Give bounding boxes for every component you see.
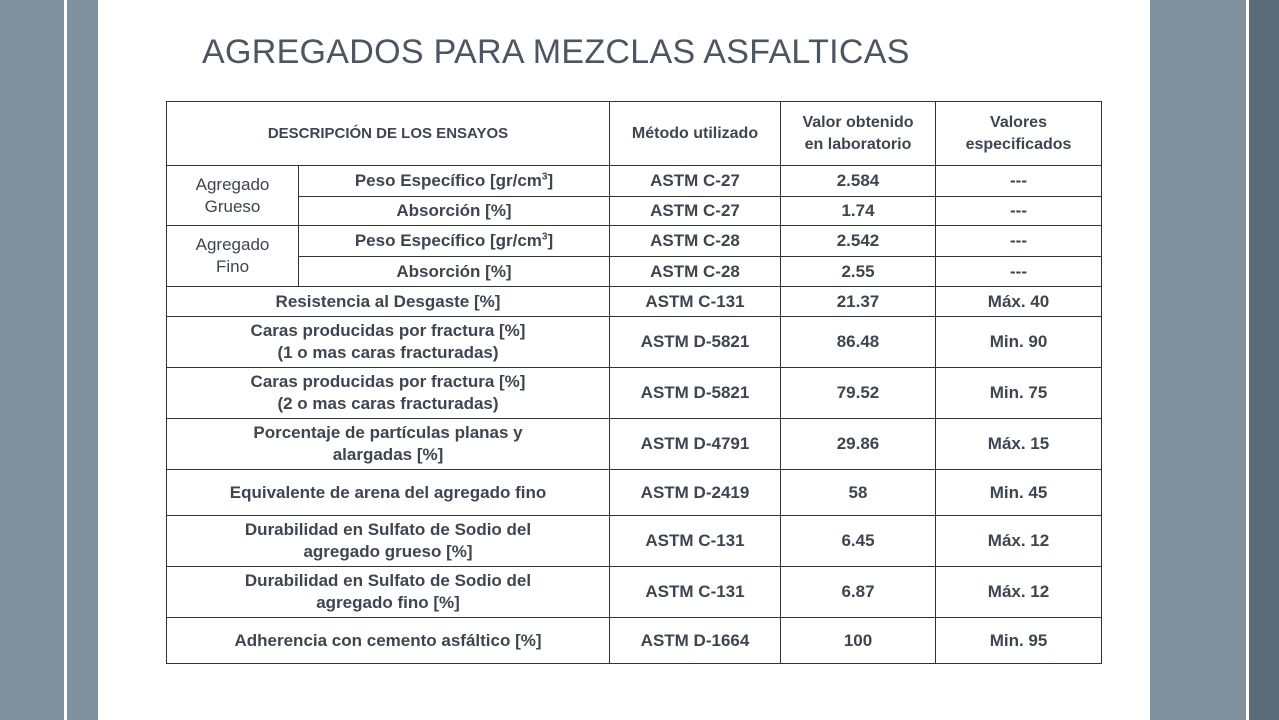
cell-descripcion	[299, 226, 610, 257]
table-row	[167, 567, 1102, 618]
cell-metodo: ASTM C-131	[610, 287, 781, 317]
table-row	[167, 368, 1102, 419]
slide-title: AGREGADOS PARA MEZCLAS ASFALTICAS	[202, 33, 910, 71]
cell-descripcion-line1: Caras producidas por fractura [%]	[250, 372, 526, 391]
table-row	[167, 516, 1102, 567]
left-decor-band	[0, 0, 64, 720]
cell-descripcion	[167, 368, 610, 419]
cell-descripcion-line1: Durabilidad en Sulfato de Sodio del	[244, 520, 532, 539]
cell-descripcion: Equivalente de arena del agregado fino	[167, 470, 610, 516]
cell-descripcion: Absorción [%]	[299, 197, 610, 226]
cell-descripcion: Resistencia al Desgaste [%]	[167, 287, 610, 317]
cell-descripcion-text: Peso Específico [gr/cm	[354, 231, 542, 250]
cell-descripcion-line2: alargadas [%]	[332, 445, 444, 464]
cell-descripcion: Adherencia con cemento asfáltico [%]	[167, 618, 610, 664]
cell-descripcion-end: ]	[547, 171, 554, 190]
cell-especificado: Máx. 40	[936, 287, 1102, 317]
cell-valor: 1.74	[781, 197, 936, 226]
cell-metodo: ASTM D-1664	[610, 618, 781, 664]
cell-especificado: Min. 95	[936, 618, 1102, 664]
cell-especificado: Máx. 15	[936, 419, 1102, 470]
table-row	[167, 166, 1102, 197]
cell-descripcion-line1: Durabilidad en Sulfato de Sodio del	[244, 571, 532, 590]
cell-valor: 2.542	[781, 226, 936, 257]
cell-descripcion-text: Peso Específico [gr/cm	[354, 171, 542, 190]
cell-valor: 100	[781, 618, 936, 664]
header-espec-line1: Valores	[990, 113, 1047, 131]
cell-descripcion: Absorción [%]	[299, 257, 610, 287]
cell-metodo: ASTM D-4791	[610, 419, 781, 470]
table-row	[167, 197, 1102, 226]
right-decor-band-inner	[1150, 0, 1246, 720]
cell-metodo: ASTM D-5821	[610, 368, 781, 419]
cell-descripcion	[299, 166, 610, 197]
cell-descripcion-line2: agregado fino [%]	[316, 593, 460, 612]
group-grueso-line1: Agregado	[195, 174, 270, 194]
header-especificados	[936, 102, 1102, 166]
cell-especificado: Min. 45	[936, 470, 1102, 516]
cell-especificado: ---	[936, 197, 1102, 226]
header-espec-line2: especificados	[965, 135, 1072, 153]
ensayos-table	[166, 101, 1102, 664]
cell-especificado: Máx. 12	[936, 516, 1102, 567]
cell-descripcion-line2: agregado grueso [%]	[303, 542, 473, 561]
table-row	[167, 287, 1102, 317]
cell-valor: 29.86	[781, 419, 936, 470]
cell-metodo: ASTM C-28	[610, 257, 781, 287]
table-row	[167, 317, 1102, 368]
group-agregado-fino	[167, 226, 299, 287]
cell-metodo: ASTM C-28	[610, 226, 781, 257]
cell-descripcion	[167, 567, 610, 618]
cell-descripcion-line2: (1 o mas caras fracturadas)	[277, 343, 499, 362]
cell-metodo: ASTM D-2419	[610, 470, 781, 516]
cell-metodo: ASTM C-27	[610, 166, 781, 197]
cell-descripcion-end: ]	[547, 231, 554, 250]
group-fino-line2: Fino	[215, 257, 250, 276]
header-valor-line1: Valor obtenido	[802, 113, 914, 131]
cell-valor: 6.87	[781, 567, 936, 618]
table-row	[167, 470, 1102, 516]
cell-descripcion	[167, 317, 610, 368]
cell-descripcion	[167, 419, 610, 470]
cell-especificado: ---	[936, 257, 1102, 287]
cell-valor: 79.52	[781, 368, 936, 419]
cell-descripcion-line1: Caras producidas por fractura [%]	[250, 321, 526, 340]
cell-valor: 58	[781, 470, 936, 516]
cell-metodo: ASTM C-131	[610, 567, 781, 618]
superscript: 3	[541, 231, 548, 243]
cell-valor: 86.48	[781, 317, 936, 368]
right-decor-band	[1249, 0, 1279, 720]
cell-especificado: ---	[936, 166, 1102, 197]
header-descripcion: DESCRIPCIÓN DE LOS ENSAYOS	[167, 102, 610, 166]
group-agregado-grueso	[167, 166, 299, 226]
table-header-row	[167, 102, 1102, 166]
header-metodo: Método utilizado	[610, 102, 781, 166]
cell-metodo: ASTM C-27	[610, 197, 781, 226]
cell-metodo: ASTM D-5821	[610, 317, 781, 368]
group-fino-line1: Agregado	[195, 235, 270, 254]
cell-especificado: ---	[936, 226, 1102, 257]
cell-descripcion	[167, 516, 610, 567]
cell-valor: 21.37	[781, 287, 936, 317]
cell-metodo: ASTM C-131	[610, 516, 781, 567]
table-row	[167, 618, 1102, 664]
cell-descripcion-line1: Porcentaje de partículas planas y	[253, 423, 523, 442]
header-valor-line2: en laboratorio	[804, 135, 912, 153]
cell-valor: 2.55	[781, 257, 936, 287]
cell-valor: 2.584	[781, 166, 936, 197]
cell-especificado: Min. 75	[936, 368, 1102, 419]
cell-valor: 6.45	[781, 516, 936, 567]
superscript: 3	[541, 171, 548, 183]
cell-descripcion-line2: (2 o mas caras fracturadas)	[277, 394, 499, 413]
group-grueso-line2: Grueso	[204, 196, 261, 216]
table-row	[167, 257, 1102, 287]
table-row	[167, 419, 1102, 470]
left-decor-band-inner	[67, 0, 98, 720]
cell-especificado: Máx. 12	[936, 567, 1102, 618]
table-row	[167, 226, 1102, 257]
cell-especificado: Min. 90	[936, 317, 1102, 368]
header-valor	[781, 102, 936, 166]
